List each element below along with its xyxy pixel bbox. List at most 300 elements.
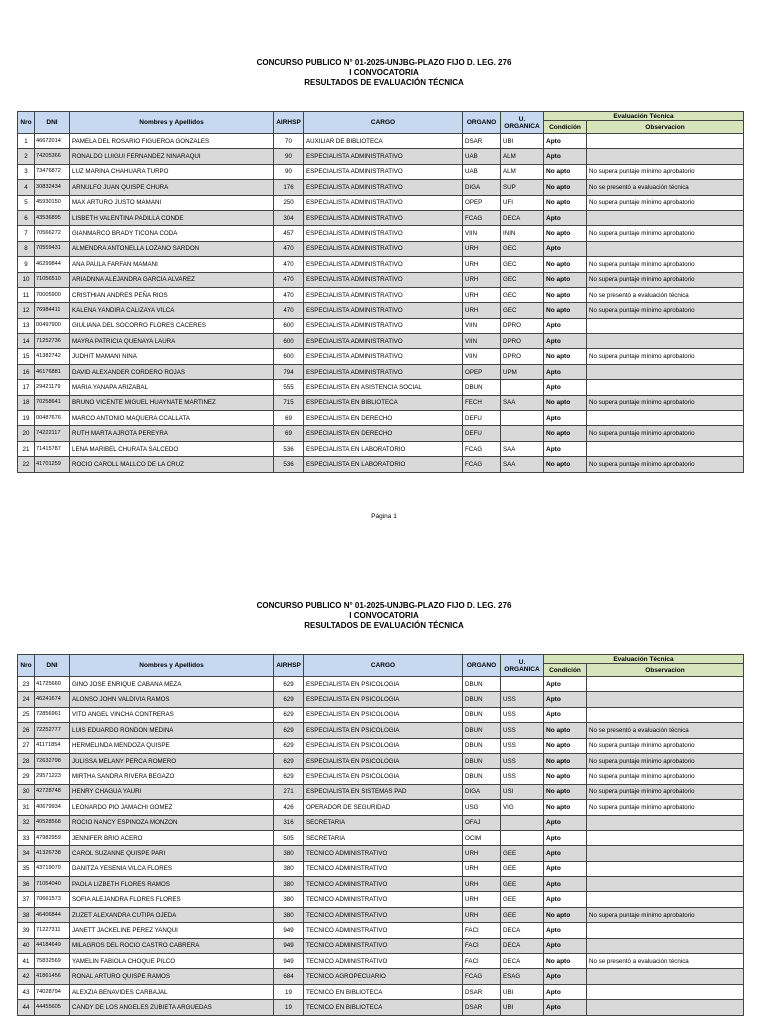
cell-nro: 26: [18, 723, 35, 738]
col-organo: ORGANO: [463, 655, 501, 677]
cell-nombre: CAROL SUZANNE QUISPE PARI: [70, 846, 274, 861]
cell-organo: URH: [463, 907, 501, 922]
cell-nombre: JENNIFER BRIO ACERO: [70, 830, 274, 845]
cell-organo: DSAR: [463, 984, 501, 999]
cell-airhsp: 536: [274, 457, 304, 472]
cell-nro: 21: [18, 441, 35, 456]
table-row: [18, 707, 744, 722]
cell-condicion: Apto: [544, 210, 587, 225]
cell-nombre: MAX ARTURO JUSTO MAMANI: [70, 195, 274, 210]
results-table: [17, 111, 744, 473]
header-convocatoria: I CONVOCATORIA: [349, 611, 419, 620]
table-row: [18, 257, 744, 272]
cell-observacion: [587, 241, 744, 256]
table-row: [18, 1000, 744, 1015]
cell-nombre: CANDY DE LOS ANGELES ZUBIETA ARGUEDAS: [70, 1000, 274, 1015]
table-row: [18, 907, 744, 922]
cell-nombre: JUDHIT MAMANI NINA: [70, 349, 274, 364]
cell-observacion: No se presentó a evaluación técnica: [587, 180, 744, 195]
cell-nro: 15: [18, 349, 35, 364]
cell-airhsp: 470: [274, 303, 304, 318]
cell-dni: 71054040: [35, 877, 70, 892]
cell-organo: DBUN: [463, 738, 501, 753]
cell-airhsp: 90: [274, 149, 304, 164]
cell-dni: 46299844: [35, 257, 70, 272]
table-row: [18, 349, 744, 364]
cell-cargo: TECNICO ADMINISTRATIVO: [304, 892, 463, 907]
table-row: [18, 753, 744, 768]
cell-u-organica: USS: [501, 723, 544, 738]
table-row: [18, 303, 744, 318]
cell-dni: 72252777: [35, 723, 70, 738]
cell-condicion: Apto: [544, 364, 587, 379]
cell-condicion: Apto: [544, 334, 587, 349]
cell-dni: 30832434: [35, 180, 70, 195]
cell-nro: 17: [18, 380, 35, 395]
cell-u-organica: DPRO: [501, 318, 544, 333]
col-organo: ORGANO: [463, 112, 501, 134]
cell-observacion: [587, 938, 744, 953]
cell-observacion: No supera puntaje mínimo aprobatorio: [587, 303, 744, 318]
cell-condicion: Apto: [544, 877, 587, 892]
cell-observacion: No supera puntaje mínimo aprobatorio: [587, 395, 744, 410]
cell-cargo: ESPECIALISTA EN PSICOLOGIA: [304, 707, 463, 722]
cell-cargo: ESPECIALISTA ADMINISTRATIVO: [304, 334, 463, 349]
cell-observacion: [587, 861, 744, 876]
cell-organo: DEFU: [463, 411, 501, 426]
cell-organo: URH: [463, 241, 501, 256]
cell-u-organica: UBI: [501, 984, 544, 999]
table-row: [18, 830, 744, 845]
cell-observacion: [587, 364, 744, 379]
cell-cargo: ESPECIALISTA ADMINISTRATIVO: [304, 241, 463, 256]
cell-nombre: ROCIO CAROLL MALLCO DE LA CRUZ: [70, 457, 274, 472]
col-eval-group: Evaluación Técnica: [544, 112, 744, 121]
cell-observacion: [587, 846, 744, 861]
cell-nombre: MARIA YANAPA ARIZABAL: [70, 380, 274, 395]
cell-nro: 29: [18, 769, 35, 784]
col-observacion: Observacion: [587, 121, 744, 134]
cell-airhsp: 536: [274, 441, 304, 456]
cell-dni: 71252736: [35, 334, 70, 349]
cell-condicion: Apto: [544, 892, 587, 907]
table-row: [18, 892, 744, 907]
document-header: [0, 58, 768, 88]
cell-organo: DSAR: [463, 1000, 501, 1015]
cell-cargo: ESPECIALISTA ADMINISTRATIVO: [304, 272, 463, 287]
col-condicion: Condición: [544, 121, 587, 134]
cell-condicion: No apto: [544, 303, 587, 318]
cell-airhsp: 380: [274, 861, 304, 876]
cell-cargo: ESPECIALISTA EN LABORATORIO: [304, 457, 463, 472]
cell-airhsp: 600: [274, 318, 304, 333]
cell-organo: FCAG: [463, 457, 501, 472]
cell-airhsp: 69: [274, 426, 304, 441]
cell-nombre: LUIS EDUARDO RONDON MEDINA: [70, 723, 274, 738]
cell-cargo: ESPECIALISTA ADMINISTRATIVO: [304, 257, 463, 272]
cell-nombre: ANA PAULA FARFAN MAMANI: [70, 257, 274, 272]
cell-nombre: RUTH MARTA AJROTA PEREYRA: [70, 426, 274, 441]
table-row: [18, 800, 744, 815]
cell-airhsp: 176: [274, 180, 304, 195]
cell-u-organica: [501, 426, 544, 441]
cell-condicion: Apto: [544, 830, 587, 845]
col-observacion: Observacion: [587, 664, 744, 677]
cell-observacion: No supera puntaje mínimo aprobatorio: [587, 457, 744, 472]
cell-observacion: [587, 969, 744, 984]
cell-cargo: TECNICO AGROPECUARIO: [304, 969, 463, 984]
cell-u-organica: GEE: [501, 907, 544, 922]
cell-nombre: RONALDO LUIGUI FERNANDEZ NINARAQUI: [70, 149, 274, 164]
cell-observacion: [587, 441, 744, 456]
cell-nro: 5: [18, 195, 35, 210]
cell-observacion: No supera puntaje mínimo aprobatorio: [587, 426, 744, 441]
cell-cargo: ESPECIALISTA EN BIBLIOTECA: [304, 395, 463, 410]
cell-dni: 43536895: [35, 210, 70, 225]
table-row: [18, 149, 744, 164]
cell-organo: OCIM: [463, 830, 501, 845]
cell-u-organica: SAA: [501, 441, 544, 456]
cell-cargo: ESPECIALISTA ADMINISTRATIVO: [304, 364, 463, 379]
cell-u-organica: DECA: [501, 954, 544, 969]
cell-airhsp: 949: [274, 923, 304, 938]
cell-observacion: [587, 692, 744, 707]
cell-condicion: No apto: [544, 195, 587, 210]
cell-airhsp: 715: [274, 395, 304, 410]
table-row: [18, 241, 744, 256]
cell-condicion: No apto: [544, 349, 587, 364]
cell-nro: 2: [18, 149, 35, 164]
cell-u-organica: ALM: [501, 164, 544, 179]
cell-dni: 70005900: [35, 287, 70, 302]
cell-organo: OFAJ: [463, 815, 501, 830]
cell-airhsp: 629: [274, 753, 304, 768]
cell-nombre: MAYRA PATRICIA QUENAYA LAURA: [70, 334, 274, 349]
cell-condicion: Apto: [544, 380, 587, 395]
cell-observacion: [587, 334, 744, 349]
cell-dni: 45930150: [35, 195, 70, 210]
cell-dni: 41171854: [35, 738, 70, 753]
cell-organo: DBUN: [463, 723, 501, 738]
cell-cargo: TECNICO ADMINISTRATIVO: [304, 923, 463, 938]
cell-airhsp: 470: [274, 241, 304, 256]
cell-u-organica: USI: [501, 784, 544, 799]
cell-organo: FCAG: [463, 210, 501, 225]
cell-nro: 9: [18, 257, 35, 272]
cell-airhsp: 629: [274, 769, 304, 784]
table-row: [18, 272, 744, 287]
cell-cargo: ESPECIALISTA EN PSICOLOGIA: [304, 753, 463, 768]
cell-airhsp: 794: [274, 364, 304, 379]
cell-cargo: SECRETARIA: [304, 815, 463, 830]
cell-organo: URH: [463, 877, 501, 892]
col-nro: Nro: [18, 112, 35, 134]
cell-organo: FCAG: [463, 441, 501, 456]
cell-organo: FACI: [463, 954, 501, 969]
table-row: [18, 318, 744, 333]
cell-organo: VIIN: [463, 318, 501, 333]
cell-observacion: No supera puntaje mínimo aprobatorio: [587, 272, 744, 287]
cell-u-organica: ALM: [501, 149, 544, 164]
cell-condicion: Apto: [544, 923, 587, 938]
cell-airhsp: 380: [274, 907, 304, 922]
cell-airhsp: 316: [274, 815, 304, 830]
cell-airhsp: 304: [274, 210, 304, 225]
cell-airhsp: 629: [274, 738, 304, 753]
cell-condicion: No apto: [544, 395, 587, 410]
cell-observacion: [587, 923, 744, 938]
cell-airhsp: 457: [274, 226, 304, 241]
cell-dni: 29571223: [35, 769, 70, 784]
cell-nombre: MARCO ANTONIO MAQUERA CCALLATA: [70, 411, 274, 426]
cell-condicion: Apto: [544, 318, 587, 333]
cell-dni: 70258641: [35, 395, 70, 410]
cell-dni: 41701259: [35, 457, 70, 472]
cell-cargo: ESPECIALISTA EN PSICOLOGIA: [304, 738, 463, 753]
cell-nro: 35: [18, 861, 35, 876]
table-row: [18, 226, 744, 241]
cell-nro: 11: [18, 287, 35, 302]
cell-nombre: ALONSO JOHN VALDIVIA RAMOS: [70, 692, 274, 707]
cell-u-organica: ESAG: [501, 969, 544, 984]
cell-cargo: ESPECIALISTA ADMINISTRATIVO: [304, 164, 463, 179]
cell-cargo: TECNICO ADMINISTRATIVO: [304, 938, 463, 953]
cell-nro: 38: [18, 907, 35, 922]
results-body: [18, 134, 744, 473]
cell-nro: 4: [18, 180, 35, 195]
cell-u-organica: [501, 677, 544, 692]
cell-nombre: ARNULFO JUAN QUISPE CHURA: [70, 180, 274, 195]
cell-observacion: No supera puntaje mínimo aprobatorio: [587, 784, 744, 799]
cell-u-organica: GEE: [501, 877, 544, 892]
cell-airhsp: 19: [274, 984, 304, 999]
cell-cargo: ESPECIALISTA EN SISTEMAS PAD: [304, 784, 463, 799]
cell-u-organica: USS: [501, 738, 544, 753]
results-body: [18, 677, 744, 1016]
cell-observacion: No supera puntaje mínimo aprobatorio: [587, 257, 744, 272]
col-airhsp: AIRHSP: [274, 655, 304, 677]
cell-dni: 47982959: [35, 830, 70, 845]
cell-u-organica: [501, 830, 544, 845]
cell-nombre: PAMELA DEL ROSARIO FIGUEROA GONZALES: [70, 134, 274, 149]
col-nombres: Nombres y Apellidos: [70, 112, 274, 134]
cell-nombre: MIRTHA SANDRA RIVERA BEGAZO: [70, 769, 274, 784]
cell-u-organica: SAA: [501, 395, 544, 410]
cell-cargo: TECNICO EN BIBLIOTECA: [304, 1000, 463, 1015]
cell-u-organica: USS: [501, 753, 544, 768]
table-row: [18, 938, 744, 953]
cell-nro: 13: [18, 318, 35, 333]
cell-condicion: No apto: [544, 769, 587, 784]
cell-u-organica: GEC: [501, 287, 544, 302]
cell-organo: VIIN: [463, 334, 501, 349]
cell-organo: URH: [463, 892, 501, 907]
cell-dni: 00487676: [35, 411, 70, 426]
table-row: [18, 677, 744, 692]
cell-u-organica: DPRO: [501, 334, 544, 349]
header-subtitle: RESULTADOS DE EVALUACIÓN TÉCNICA: [304, 621, 464, 630]
cell-organo: URH: [463, 272, 501, 287]
cell-nro: 39: [18, 923, 35, 938]
cell-nombre: ALMENDRA ANTONELLA LOZANO SARDON: [70, 241, 274, 256]
cell-observacion: No se presentó a evaluación técnica: [587, 954, 744, 969]
cell-condicion: No apto: [544, 954, 587, 969]
cell-observacion: [587, 411, 744, 426]
cell-airhsp: 470: [274, 257, 304, 272]
cell-organo: URH: [463, 303, 501, 318]
table-row: [18, 441, 744, 456]
cell-u-organica: VIG: [501, 800, 544, 815]
col-eval-group: Evaluación Técnica: [544, 655, 744, 664]
cell-nro: 41: [18, 954, 35, 969]
cell-u-organica: GEC: [501, 241, 544, 256]
cell-dni: 46176881: [35, 364, 70, 379]
cell-condicion: Apto: [544, 149, 587, 164]
cell-u-organica: UBI: [501, 1000, 544, 1015]
col-dni: DNI: [35, 655, 70, 677]
cell-observacion: [587, 707, 744, 722]
cell-observacion: [587, 815, 744, 830]
header-title: CONCURSO PUBLICO N° 01-2025-UNJBG-PLAZO FIJO D. LEG. 276: [256, 601, 512, 610]
table-row: [18, 784, 744, 799]
cell-organo: DBUN: [463, 380, 501, 395]
cell-dni: 41861456: [35, 969, 70, 984]
cell-cargo: ESPECIALISTA EN LABORATORIO: [304, 441, 463, 456]
col-u-organica: U. ORGANICA: [501, 655, 544, 677]
cell-airhsp: 629: [274, 707, 304, 722]
cell-observacion: [587, 677, 744, 692]
cell-nro: 12: [18, 303, 35, 318]
cell-cargo: OPERADOR DE SEGURIDAD: [304, 800, 463, 815]
cell-nro: 6: [18, 210, 35, 225]
cell-cargo: AUXILIAR DE BIBLIOTECA: [304, 134, 463, 149]
cell-nombre: RONAL ARTURO QUISPE RAMOS: [70, 969, 274, 984]
cell-dni: 46406844: [35, 907, 70, 922]
cell-nro: 16: [18, 364, 35, 379]
cell-condicion: No apto: [544, 164, 587, 179]
cell-observacion: [587, 210, 744, 225]
cell-nro: 1: [18, 134, 35, 149]
table-row: [18, 954, 744, 969]
cell-observacion: [587, 149, 744, 164]
cell-nro: 32: [18, 815, 35, 830]
cell-u-organica: ININ: [501, 226, 544, 241]
cell-dni: 71056510: [35, 272, 70, 287]
cell-dni: 70566272: [35, 226, 70, 241]
cell-nro: 23: [18, 677, 35, 692]
cell-nombre: DAVID ALEXANDER CORDERO ROJAS: [70, 364, 274, 379]
cell-condicion: Apto: [544, 938, 587, 953]
cell-dni: 74028794: [35, 984, 70, 999]
cell-dni: 40528568: [35, 815, 70, 830]
cell-condicion: Apto: [544, 984, 587, 999]
cell-observacion: No supera puntaje mínimo aprobatorio: [587, 164, 744, 179]
cell-cargo: ESPECIALISTA ADMINISTRATIVO: [304, 349, 463, 364]
cell-nombre: KALENA YANDIRA CALIZAYA VILCA: [70, 303, 274, 318]
cell-airhsp: 426: [274, 800, 304, 815]
cell-nro: 28: [18, 753, 35, 768]
cell-nro: 7: [18, 226, 35, 241]
cell-nro: 44: [18, 1000, 35, 1015]
results-table: [17, 654, 744, 1016]
cell-airhsp: 380: [274, 846, 304, 861]
cell-u-organica: USS: [501, 692, 544, 707]
cell-nro: 43: [18, 984, 35, 999]
cell-nombre: ALEXZIA BENAVIDES CARBAJAL: [70, 984, 274, 999]
cell-dni: 70559431: [35, 241, 70, 256]
cell-nro: 19: [18, 411, 35, 426]
table-row: [18, 134, 744, 149]
cell-condicion: Apto: [544, 677, 587, 692]
cell-cargo: ESPECIALISTA ADMINISTRATIVO: [304, 318, 463, 333]
cell-observacion: No supera puntaje mínimo aprobatorio: [587, 800, 744, 815]
cell-cargo: ESPECIALISTA EN DERECHO: [304, 411, 463, 426]
cell-condicion: No apto: [544, 272, 587, 287]
cell-nro: 27: [18, 738, 35, 753]
table-row: [18, 457, 744, 472]
cell-cargo: ESPECIALISTA EN PSICOLOGIA: [304, 723, 463, 738]
cell-dni: 00497900: [35, 318, 70, 333]
cell-cargo: TECNICO ADMINISTRATIVO: [304, 954, 463, 969]
cell-organo: URH: [463, 846, 501, 861]
cell-nombre: PAOLA LIZBETH FLORES RAMOS: [70, 877, 274, 892]
cell-observacion: [587, 380, 744, 395]
cell-nro: 25: [18, 707, 35, 722]
cell-nombre: CRISTHIAN ANDRES PEÑA RIOS: [70, 287, 274, 302]
table-row: [18, 195, 744, 210]
cell-u-organica: DECA: [501, 923, 544, 938]
cell-cargo: ESPECIALISTA EN PSICOLOGIA: [304, 677, 463, 692]
cell-organo: DBUN: [463, 692, 501, 707]
cell-condicion: No apto: [544, 907, 587, 922]
col-cargo: CARGO: [304, 112, 463, 134]
cell-organo: FECH: [463, 395, 501, 410]
cell-dni: 46672014: [35, 134, 70, 149]
cell-organo: DIGA: [463, 180, 501, 195]
cell-nro: 40: [18, 938, 35, 953]
cell-cargo: ESPECIALISTA EN ASISTENCIA SOCIAL: [304, 380, 463, 395]
cell-u-organica: [501, 815, 544, 830]
col-dni: DNI: [35, 112, 70, 134]
cell-condicion: No apto: [544, 180, 587, 195]
cell-airhsp: 629: [274, 723, 304, 738]
cell-airhsp: 380: [274, 877, 304, 892]
cell-dni: 29421179: [35, 380, 70, 395]
cell-condicion: Apto: [544, 692, 587, 707]
cell-condicion: Apto: [544, 1000, 587, 1015]
cell-nombre: ZUZET ALEXANDRA CUTIPA OJEDA: [70, 907, 274, 922]
header-convocatoria: I CONVOCATORIA: [349, 68, 419, 77]
cell-u-organica: SAA: [501, 457, 544, 472]
cell-u-organica: UFI: [501, 195, 544, 210]
cell-cargo: ESPECIALISTA ADMINISTRATIVO: [304, 149, 463, 164]
cell-condicion: Apto: [544, 815, 587, 830]
cell-u-organica: USS: [501, 707, 544, 722]
col-airhsp: AIRHSP: [274, 112, 304, 134]
cell-dni: 44184649: [35, 938, 70, 953]
cell-condicion: Apto: [544, 969, 587, 984]
table-row: [18, 164, 744, 179]
cell-cargo: TECNICO ADMINISTRATIVO: [304, 877, 463, 892]
cell-nombre: ROCIO NANCY ESPINOZA MONZON: [70, 815, 274, 830]
cell-cargo: TECNICO ADMINISTRATIVO: [304, 861, 463, 876]
cell-nro: 33: [18, 830, 35, 845]
cell-organo: VIIN: [463, 349, 501, 364]
cell-observacion: No supera puntaje mínimo aprobatorio: [587, 769, 744, 784]
cell-dni: 46241674: [35, 692, 70, 707]
cell-u-organica: GEE: [501, 861, 544, 876]
cell-u-organica: DECA: [501, 938, 544, 953]
